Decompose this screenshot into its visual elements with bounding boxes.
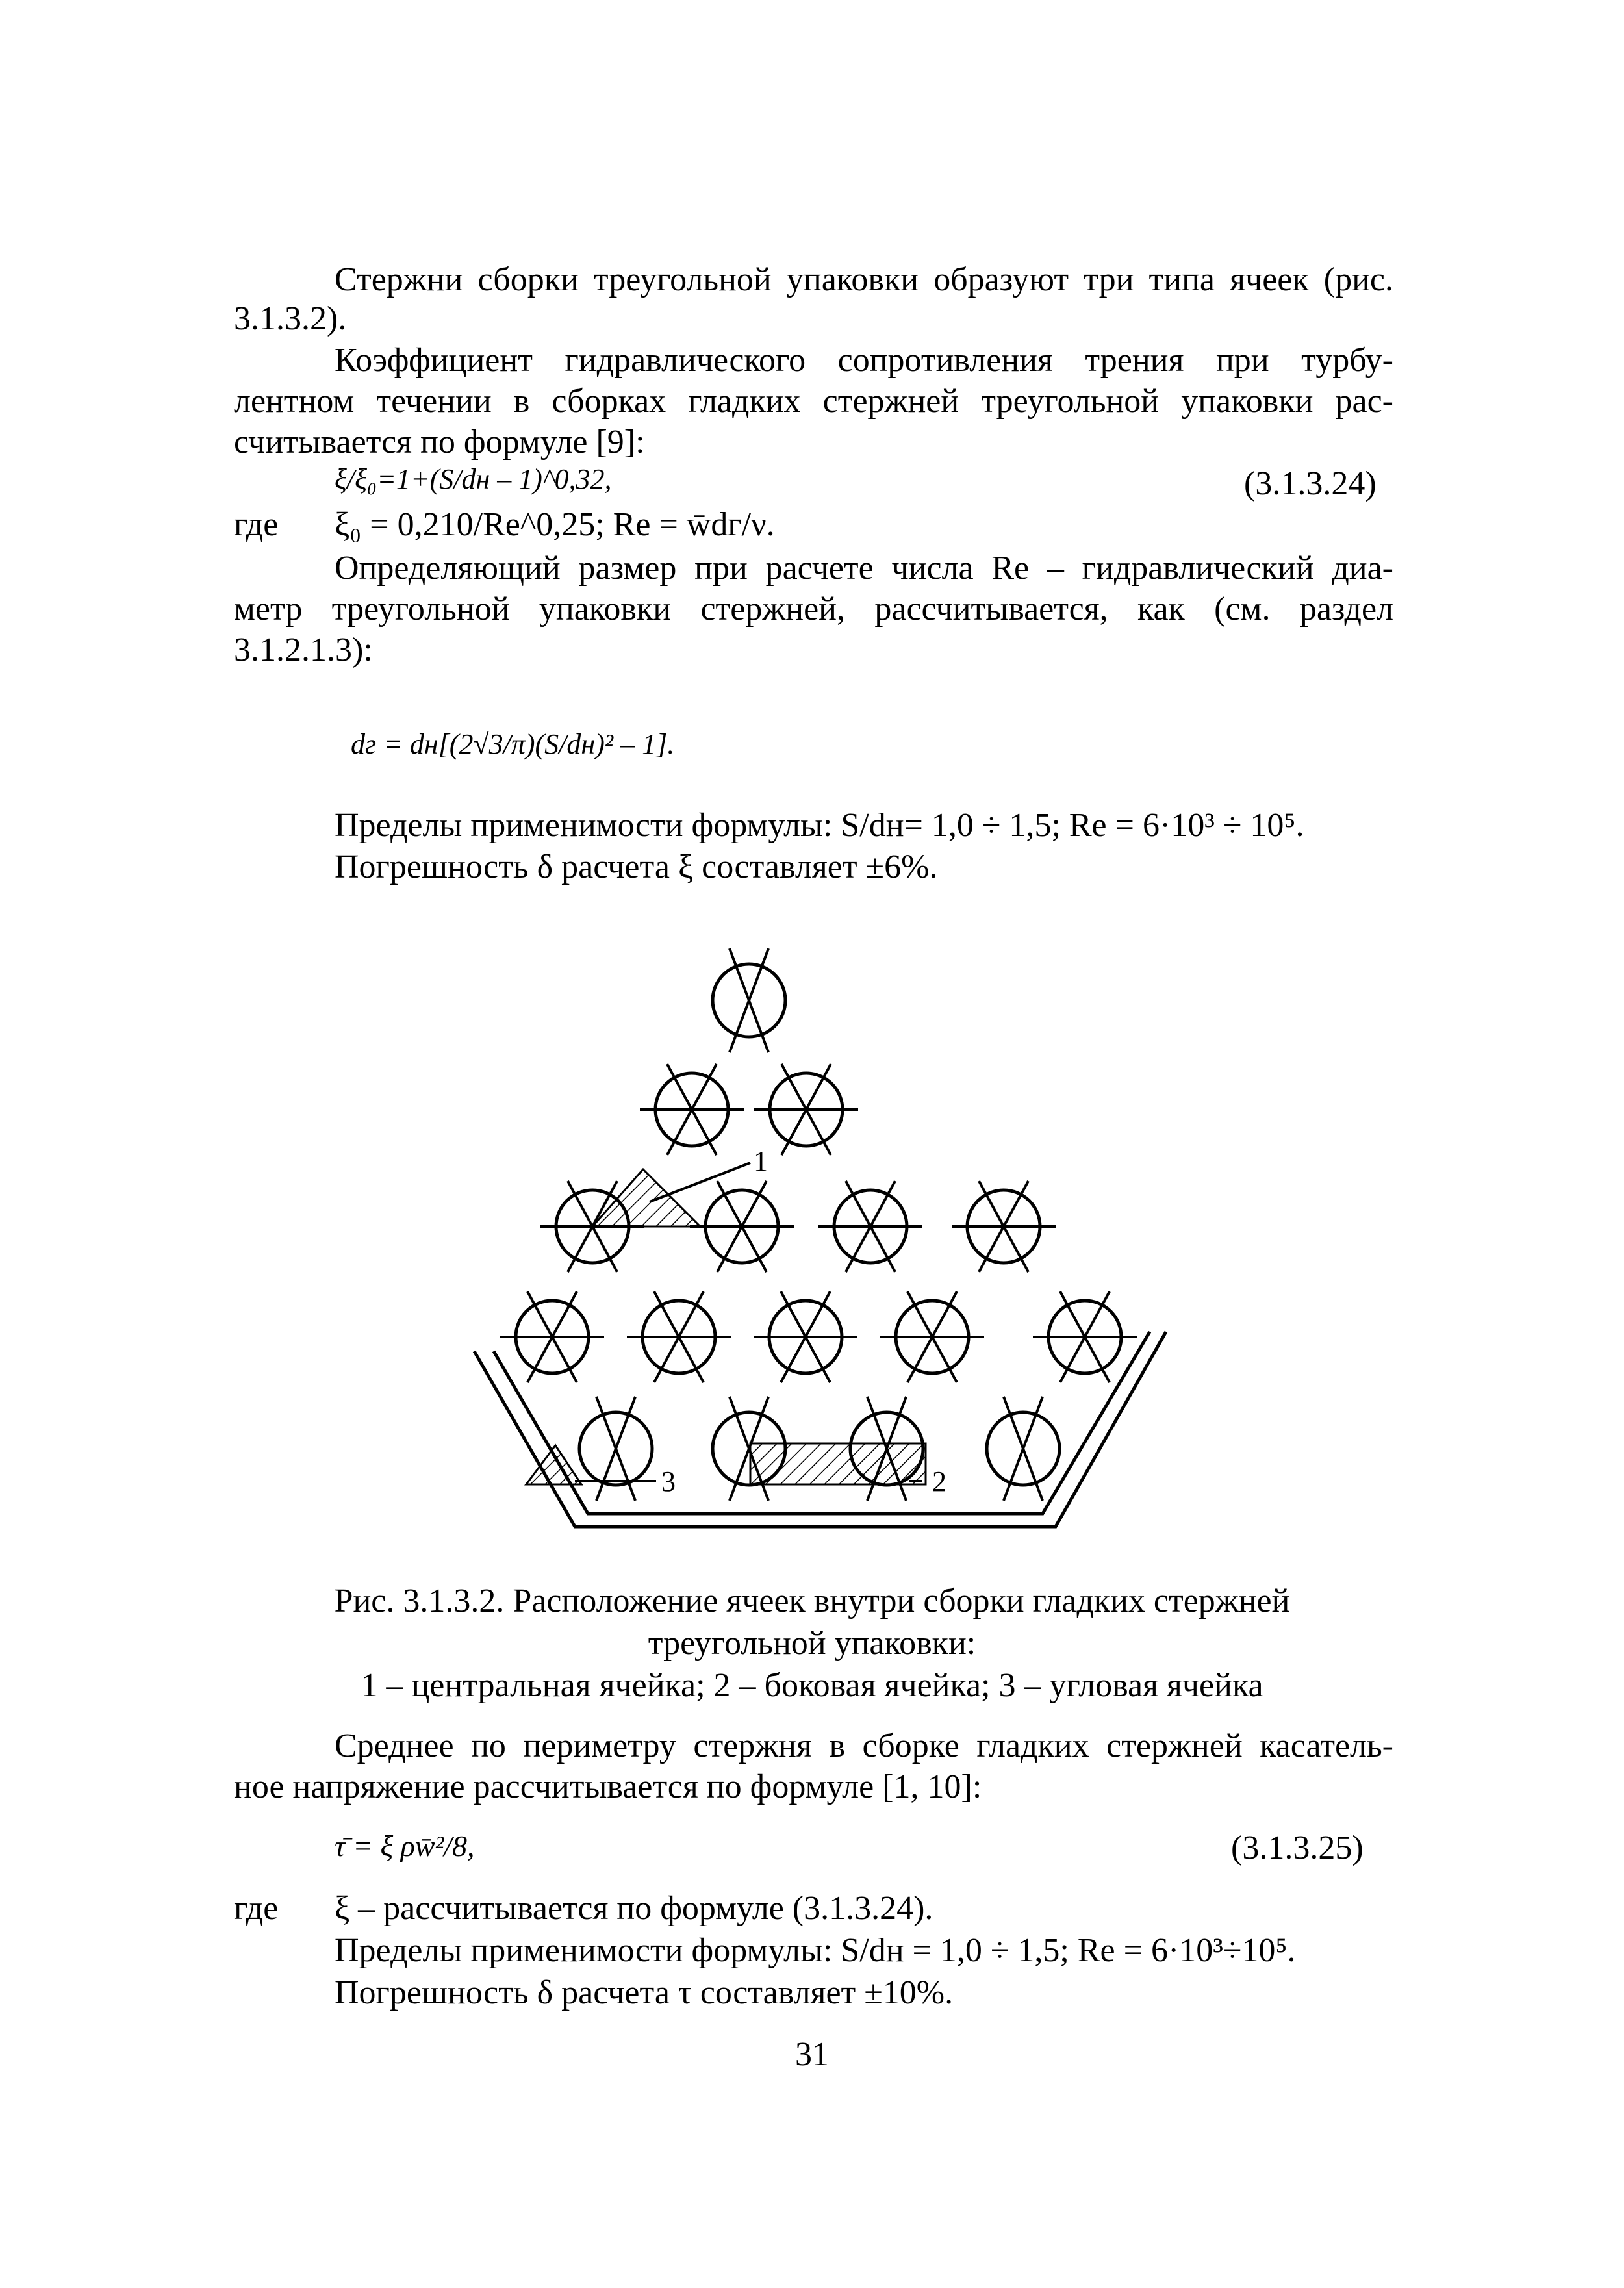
corner-cell-hatch	[526, 1445, 581, 1484]
figure-label-3: 3	[661, 1466, 676, 1497]
equation-3-1-3-24	[335, 463, 612, 496]
paragraph-3-line-3: 3.1.2.1.3):	[234, 631, 373, 668]
figure-caption-line-2: треугольной упаковки:	[648, 1625, 976, 1662]
paragraph-1-line-2: 3.1.3.2).	[234, 300, 347, 337]
applicability-limits-2: Пределы применимости формулы: S/dн = 1,0 ÷ 1,5; Re = 6·10³÷10⁵.	[335, 1932, 1296, 1969]
where-definition-1: ξ₀ = 0,210/Re^0,25; Re = w̄dг/ν.	[335, 506, 775, 543]
paragraph-2-line-2: лентном течении в сборках гладких стержней треугольной упаковки рас-	[234, 383, 1393, 420]
accuracy-1: Погрешность δ расчета ξ составляет ±6%.	[335, 848, 938, 885]
side-cell-hatch	[750, 1443, 926, 1484]
equation-3-1-3-25-text: τ̄ = ξ ρw̄²/8,	[335, 1829, 475, 1862]
where-label-2: где	[234, 1890, 279, 1927]
equation-hydraulic-diameter	[351, 689, 689, 806]
paragraph-3-line-2: метр треугольной упаковки стержней, рассчитывается, как (см. раздел	[234, 591, 1393, 628]
rod-bundle-figure	[455, 942, 1182, 1559]
paragraph-1-line-1: Стержни сборки треугольной упаковки образуют три типа ячеек (рис.	[335, 261, 1393, 298]
rod-row2-1	[640, 1064, 744, 1155]
figure-caption-line-1: Рис. 3.1.3.2. Расположение ячеек внутри сборки гладких стержней	[334, 1583, 1290, 1620]
applicability-limits-1: Пределы применимости формулы: S/dн= 1,0 ÷ 1,5; Re = 6·10³ ÷ 10⁵.	[335, 807, 1304, 844]
equation-hydraulic-diameter-text: dг = dн[(2√3/π)(S/dн)² – 1].	[351, 728, 675, 760]
where-definition-2: ξ – рассчитывается по формуле (3.1.3.24).	[335, 1890, 933, 1927]
equation-3-1-3-25	[335, 1829, 475, 1863]
rod-row3-2	[690, 1181, 794, 1272]
rod-row3-4	[952, 1181, 1056, 1272]
rod-row4-3	[754, 1291, 857, 1382]
accuracy-2: Погрешность δ расчета τ составляет ±10%.	[335, 1974, 954, 2011]
paragraph-3-line-1: Определяющий размер при расчете числа Re – гидравлический диа-	[335, 550, 1393, 587]
where-label-1: где	[234, 506, 279, 543]
equation-number-25: (3.1.3.25)	[1231, 1829, 1364, 1866]
equation-number-24: (3.1.3.24)	[1244, 465, 1377, 502]
rod-row2-2	[754, 1064, 858, 1155]
rod-row4-1	[500, 1291, 604, 1382]
paragraph-4-line-2: ное напряжение рассчитывается по формуле [1, 10]:	[234, 1768, 982, 1805]
equation-3-1-3-24-text: ξ/ξ₀=1+(S/dн – 1)^0,32,	[335, 463, 612, 495]
figure-label-2: 2	[932, 1466, 946, 1497]
rod-row1-1	[713, 948, 785, 1052]
rod-row3-3	[818, 1181, 922, 1272]
paragraph-4-line-1: Среднее по периметру стержня в сборке гладких стержней касатель-	[335, 1727, 1393, 1764]
figure-caption-line-3: 1 – центральная ячейка; 2 – боковая ячейка; 3 – угловая ячейка	[361, 1667, 1263, 1704]
page-number: 31	[795, 2036, 829, 2073]
rod-row5-1	[579, 1397, 652, 1501]
rod-row5-4	[987, 1397, 1059, 1501]
paragraph-2-line-1: Коэффициент гидравлического сопротивления трения при турбу-	[335, 342, 1393, 379]
rod-row4-4	[880, 1291, 984, 1382]
paragraph-2-line-3: считывается по формуле [9]:	[234, 424, 645, 461]
figure-label-1: 1	[754, 1145, 768, 1177]
rod-row4-5	[1033, 1291, 1137, 1382]
rod-row4-2	[627, 1291, 731, 1382]
